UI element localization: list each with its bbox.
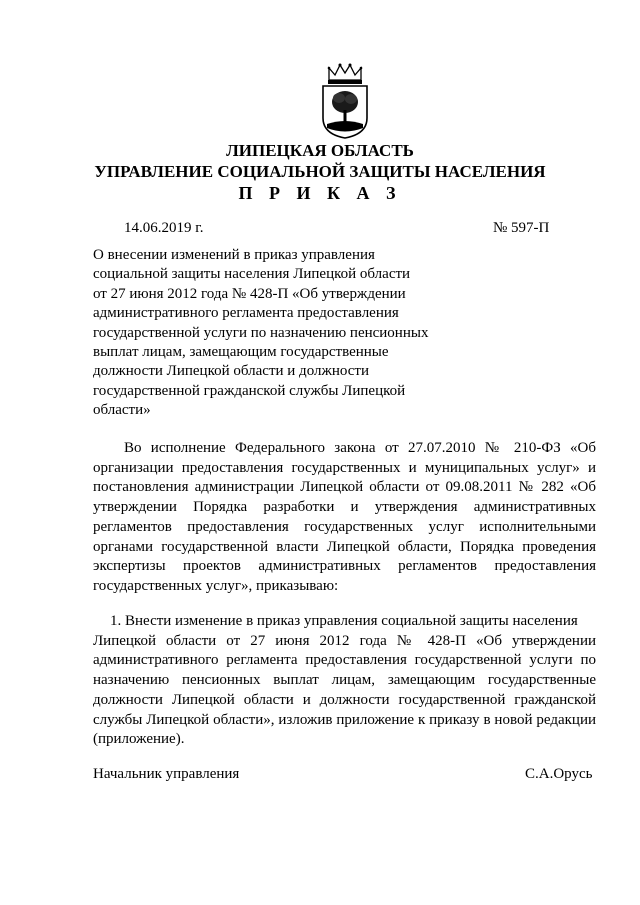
preamble-paragraph: Во исполнение Федерального закона от 27.07.2010 № 210-ФЗ «Об организации предоставления государственных и муниципальных услуг» и постановления администрации Липецкой области от 09.08.2011 № 282 «Об утверждении Порядка разработки и утверждения административных регламентов предоставления государственных услуг исполнительными органами государственной власти Липецкой области, Порядка проведения экспертизы проектов административных регламентов предоставления государственных услуг», приказываю: xyxy=(93,440,596,594)
subject-line: государственной гражданской службы Липецкой xyxy=(93,382,406,399)
signatory-name: С.А.Орусь xyxy=(525,766,593,782)
order-item-1-lead: 1. Внести изменение в приказ управления социальной защиты населения xyxy=(110,613,578,629)
subject-line: должности Липецкой области и должности xyxy=(93,363,369,380)
subject-line: социальной защиты населения Липецкой области xyxy=(93,266,411,283)
department-title: УПРАВЛЕНИЕ СОЦИАЛЬНОЙ ЗАЩИТЫ НАСЕЛЕНИЯ xyxy=(94,162,546,181)
subject-line: административного регламента предоставления xyxy=(93,305,399,322)
coat-of-arms-icon xyxy=(317,62,373,140)
document-type-title: П Р И К А З xyxy=(238,183,402,203)
signatory-position: Начальник управления xyxy=(93,766,240,782)
subject-line: выплат лицам, замещающим государственные xyxy=(93,344,389,361)
order-date: 14.06.2019 г. xyxy=(124,220,204,236)
subject-line: от 27 июня 2012 года № 428-П «Об утверждении xyxy=(93,285,406,302)
order-item-1 xyxy=(93,612,596,750)
subject-line: государственной услуги по назначению пенсионных xyxy=(93,324,429,341)
region-title: ЛИПЕЦКАЯ ОБЛАСТЬ xyxy=(226,141,414,160)
subject-line: О внесении изменений в приказ управления xyxy=(93,247,375,263)
order-item-1-text: Липецкой области от 27 июня 2012 года № 428-П «Об утверждении административного регламента предоставления государственной услуги по назначению пенсионных выплат лицам, замещающим государственные должности Липецкой области и должности государственной гражданской службы Липецкой области», изложив приложение к приказу в новой редакции (приложение). xyxy=(93,632,596,748)
order-subject xyxy=(93,246,473,421)
subject-line: области» xyxy=(93,402,151,419)
order-number: № 597-П xyxy=(493,220,550,236)
